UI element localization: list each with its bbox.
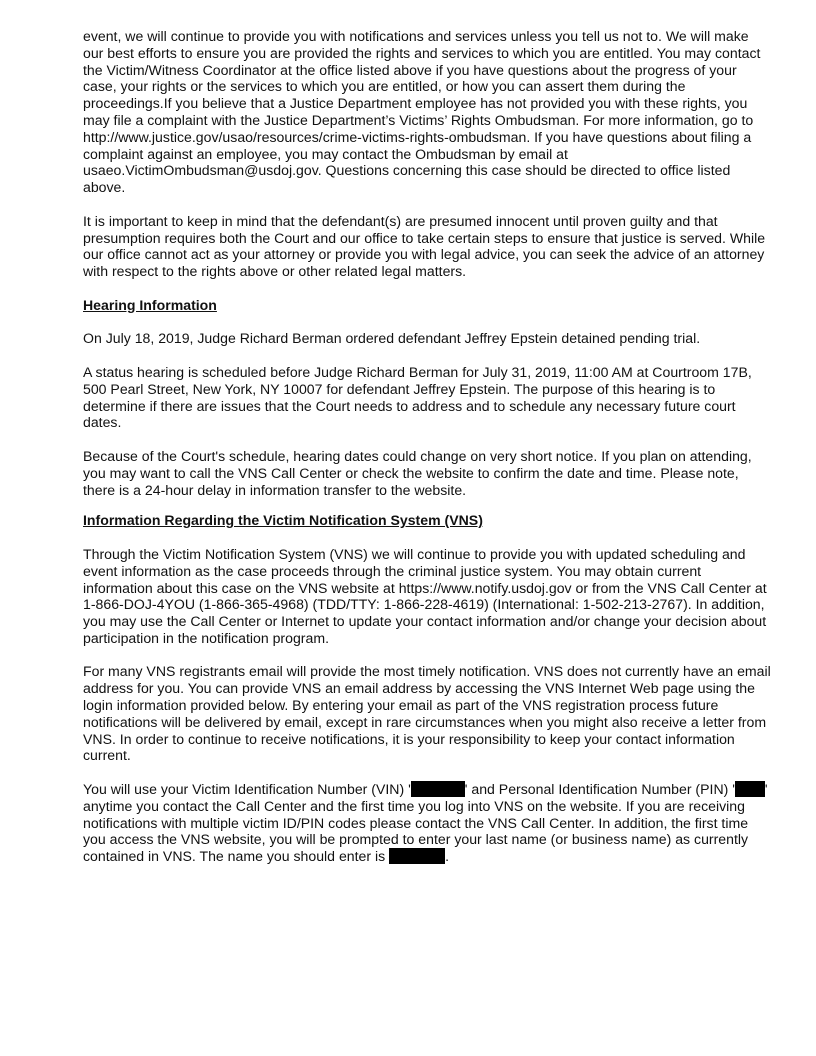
vns-credentials-paragraph	[83, 781, 771, 865]
login-text: ' anytime you contact the Call Center and the first time you log into VNS on the website. If you are receiving notifications with multiple victim ID/PIN codes please contact the VNS Call Center. In addition, the first time you access the VNS website, you will be prompted to enter your last name (or business name) as currently contained in VNS. The name you should enter is	[83, 781, 768, 865]
hearing-status-paragraph: A status hearing is scheduled before Judge Richard Berman for July 31, 2019, 11:00 AM at Courtroom 17B, 500 Pearl Street, New York, NY 10007 for defendant Jeffrey Epstein. The purpose of this hearing is to determine if there are issues that the Court needs to address and to schedule any necessary future court dates.	[83, 363, 752, 431]
hearing-detention-paragraph: On July 18, 2019, Judge Richard Berman ordered defendant Jeffrey Epstein detained pending trial.	[83, 330, 701, 347]
letter-page	[83, 28, 771, 865]
end-text: .	[445, 848, 449, 865]
vns-heading: Information Regarding the Victim Notification System (VNS)	[83, 512, 483, 529]
vns-email-paragraph: For many VNS registrants email will provide the most timely notification. VNS does not currently have an email address for you. You can provide VNS an email address by accessing the VNS Internet Web page using the login information provided below. By entering your email as part of the VNS registration process future notifications will be delivered by email, except in rare circumstances when you might also receive a letter from VNS. In order to continue to receive notifications, it is your responsibility to keep your contact information current.	[83, 663, 771, 764]
hearing-schedule-note: Because of the Court's schedule, hearing dates could change on very short notice. If you plan on attending, you may want to call the VNS Call Center or check the website to confirm the date and time. Please note, there is a 24-hour delay in information transfer to the website.	[83, 447, 752, 498]
hearing-heading: Hearing Information	[83, 296, 217, 313]
vin-redaction	[411, 781, 465, 797]
vin-text: You will use your Victim Identification Number (VIN) '	[83, 781, 411, 798]
name-redaction	[389, 848, 445, 864]
presumption-paragraph: It is important to keep in mind that the defendant(s) are presumed innocent until proven guilty and that presumption requires both the Court and our office to take certain steps to ensure that justice is served. While our office cannot act as your attorney or provide you with legal advice, you can seek the advice of an attorney with respect to the rights above or other related legal matters.	[83, 212, 766, 280]
pin-text: ' and Personal Identification Number (PIN) '	[464, 781, 735, 798]
vns-info-paragraph: Through the Victim Notification System (VNS) we will continue to provide you with updated scheduling and event information as the case proceeds through the criminal justice system. You may obtain current information about this case on the VNS website at https://www.notify.usdoj.gov or from the VNS Call Center at 1-866-DOJ-4YOU (1-866-365-4968) (TDD/TTY: 1-866-228-4619) (International: 1-502-213-2767). In addition, you may use the Call Center or Internet to update your contact information and/or change your decision about participation in the notification program.	[83, 545, 767, 646]
pin-redaction	[735, 781, 765, 797]
rights-paragraph: event, we will continue to provide you with notifications and services unless you tell us not to. We will make our best efforts to ensure you are provided the rights and services to which you are entitled. You may contact the Victim/Witness Coordinator at the office listed above if you have questions about the progress of your case, your rights or the services to which you are entitled, or how you can assert them during the proceedings.If you believe that a Justice Department employee has not provided you with these rights, you may file a complaint with the Justice Department’s Victims’ Rights Ombudsman. For more information, go to http://www.justice.gov/usao/resources/crime-victims-rights-ombudsman. If you have questions about filing a complaint against an employee, you may contact the Ombudsman by email at usaeo.VictimOmbudsman@usdoj.gov. Questions concerning this case should be directed to office listed above.	[83, 28, 761, 196]
